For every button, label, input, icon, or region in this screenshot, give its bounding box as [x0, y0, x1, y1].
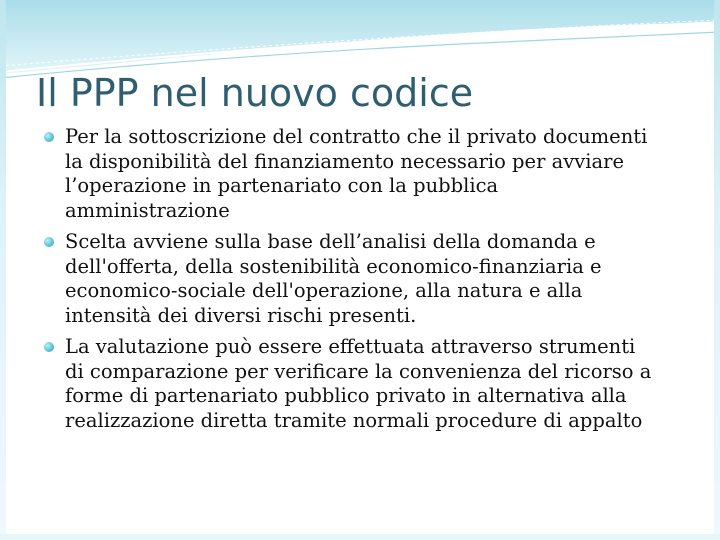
bullet-item	[44, 230, 692, 328]
bullet-item	[44, 335, 692, 433]
bullet-dot-icon	[44, 132, 54, 142]
bullet-item	[44, 125, 692, 223]
bullet-text: Per la sottoscrizione del contratto che il privato documenti la disponibilità del finanziamento necessario per avviare l’operazione in partenariato con la pubblica amministrazione	[65, 125, 648, 222]
slide-title: Il PPP nel nuovo codice	[36, 71, 474, 115]
bullet-text: La valutazione può essere effettuata attraverso strumenti di comparazione per verificare la convenienza del ricorso a forme di partenariato pubblico privato in alternativa alla realizzazione diretta tramite normali procedure di appalto	[65, 335, 652, 432]
right-frame-border	[714, 0, 720, 540]
bullet-dot-icon	[44, 342, 54, 352]
left-frame-border	[0, 0, 6, 540]
bottom-frame-border	[0, 534, 720, 540]
bullet-list	[44, 125, 692, 440]
bullet-text: Scelta avviene sulla base dell’analisi della domanda e dell'offerta, della sostenibilità economico-finanziaria e economico-sociale dell'operazione, alla natura e alla intensità dei diversi rischi presenti.	[65, 230, 602, 327]
bullet-dot-icon	[44, 237, 54, 247]
header-wave-decoration	[0, 0, 720, 80]
